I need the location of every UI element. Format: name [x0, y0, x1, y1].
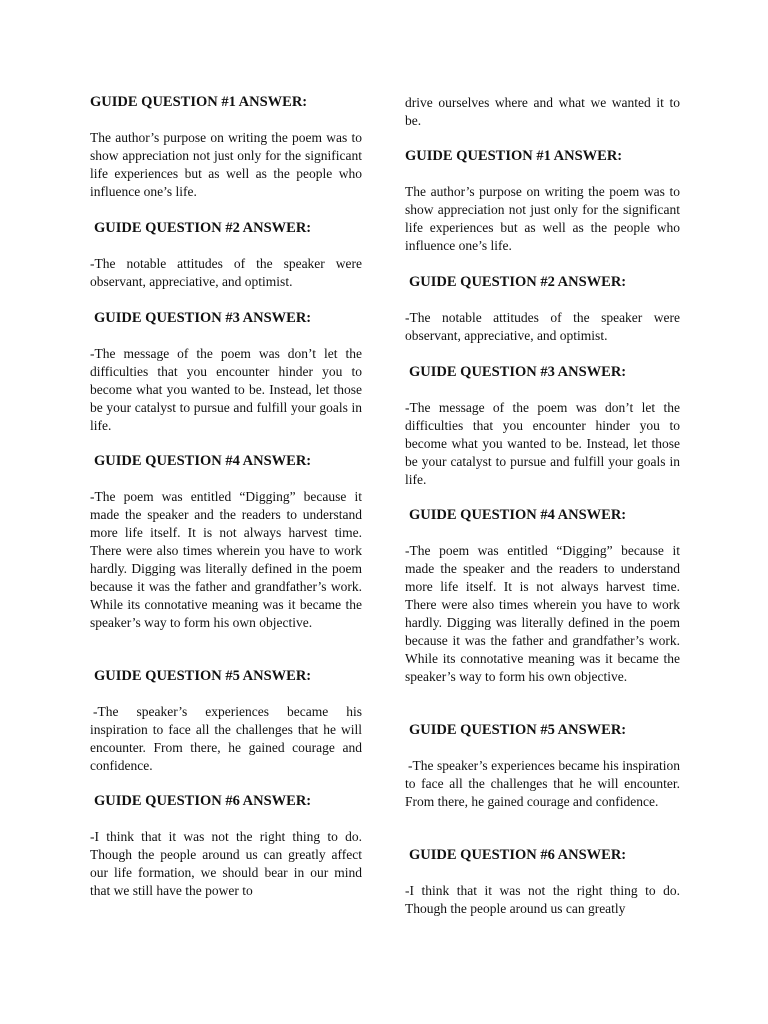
- question-5-answer: -The speaker’s experiences became his inspiration to face all the challenges that he will encounter. From there, he gained courage and confidence.: [405, 758, 680, 809]
- question-4-heading: GUIDE QUESTION #4 ANSWER:: [94, 453, 312, 469]
- question-5-heading: GUIDE QUESTION #5 ANSWER:: [94, 668, 312, 684]
- question-6-answer: -I think that it was not the right thing to do. Though the people around us can greatly: [405, 883, 680, 916]
- question-5-heading: GUIDE QUESTION #5 ANSWER:: [409, 722, 627, 738]
- question-3-heading: GUIDE QUESTION #3 ANSWER:: [94, 310, 312, 326]
- question-2-answer: -The notable attitudes of the speaker were observant, appreciative, and optimist.: [90, 256, 362, 289]
- question-2-answer: -The notable attitudes of the speaker were observant, appreciative, and optimist.: [405, 310, 680, 343]
- question-4-answer: -The poem was entitled “Digging” because it made the speaker and the readers to understand more life itself. It is not always harvest time. There were also times wherein you have to work hardly. Digging was literally defined in the poem because it was the father and grandfather’s work. While its connotative meaning was it became the speaker’s way to form his own objective.: [405, 543, 680, 684]
- question-1-heading: GUIDE QUESTION #1 ANSWER:: [405, 148, 623, 164]
- continued-paragraph: drive ourselves where and what we wanted it to be.: [405, 95, 680, 128]
- question-5-answer: -The speaker’s experiences became his inspiration to face all the challenges that he will encounter. From there, he gained courage and confidence.: [90, 704, 362, 773]
- question-1-answer: The author’s purpose on writing the poem was to show appreciation not just only for the significant life experiences but as well as the people who influence one’s life.: [90, 130, 362, 199]
- question-6-heading: GUIDE QUESTION #6 ANSWER:: [94, 793, 312, 809]
- question-3-answer: -The message of the poem was don’t let the difficulties that you encounter hinder you to become what you wanted to be. Instead, let those be your catalyst to pursue and fulfill your goals in life.: [405, 400, 680, 487]
- question-3-heading: GUIDE QUESTION #3 ANSWER:: [409, 364, 627, 380]
- question-6-heading: GUIDE QUESTION #6 ANSWER:: [409, 847, 627, 863]
- question-4-heading: GUIDE QUESTION #4 ANSWER:: [409, 507, 627, 523]
- question-4-answer: -The poem was entitled “Digging” because it made the speaker and the readers to understand more life itself. It is not always harvest time. There were also times wherein you have to work hardly. Digging was literally defined in the poem because it was the father and grandfather’s work. While its connotative meaning was it became the speaker’s way to form his own objective.: [90, 489, 362, 630]
- question-2-heading: GUIDE QUESTION #2 ANSWER:: [94, 220, 312, 236]
- question-1-answer: The author’s purpose on writing the poem was to show appreciation not just only for the significant life experiences but as well as the people who influence one’s life.: [405, 184, 680, 253]
- question-1-heading: GUIDE QUESTION #1 ANSWER:: [90, 94, 308, 110]
- question-6-answer: -I think that it was not the right thing to do. Though the people around us can greatly affect our life formation, we should bear in our mind that we still have the power to: [90, 829, 362, 898]
- question-2-heading: GUIDE QUESTION #2 ANSWER:: [409, 274, 627, 290]
- question-3-answer: -The message of the poem was don’t let the difficulties that you encounter hinder you to become what you wanted to be. Instead, let those be your catalyst to pursue and fulfill your goals in life.: [90, 346, 362, 433]
